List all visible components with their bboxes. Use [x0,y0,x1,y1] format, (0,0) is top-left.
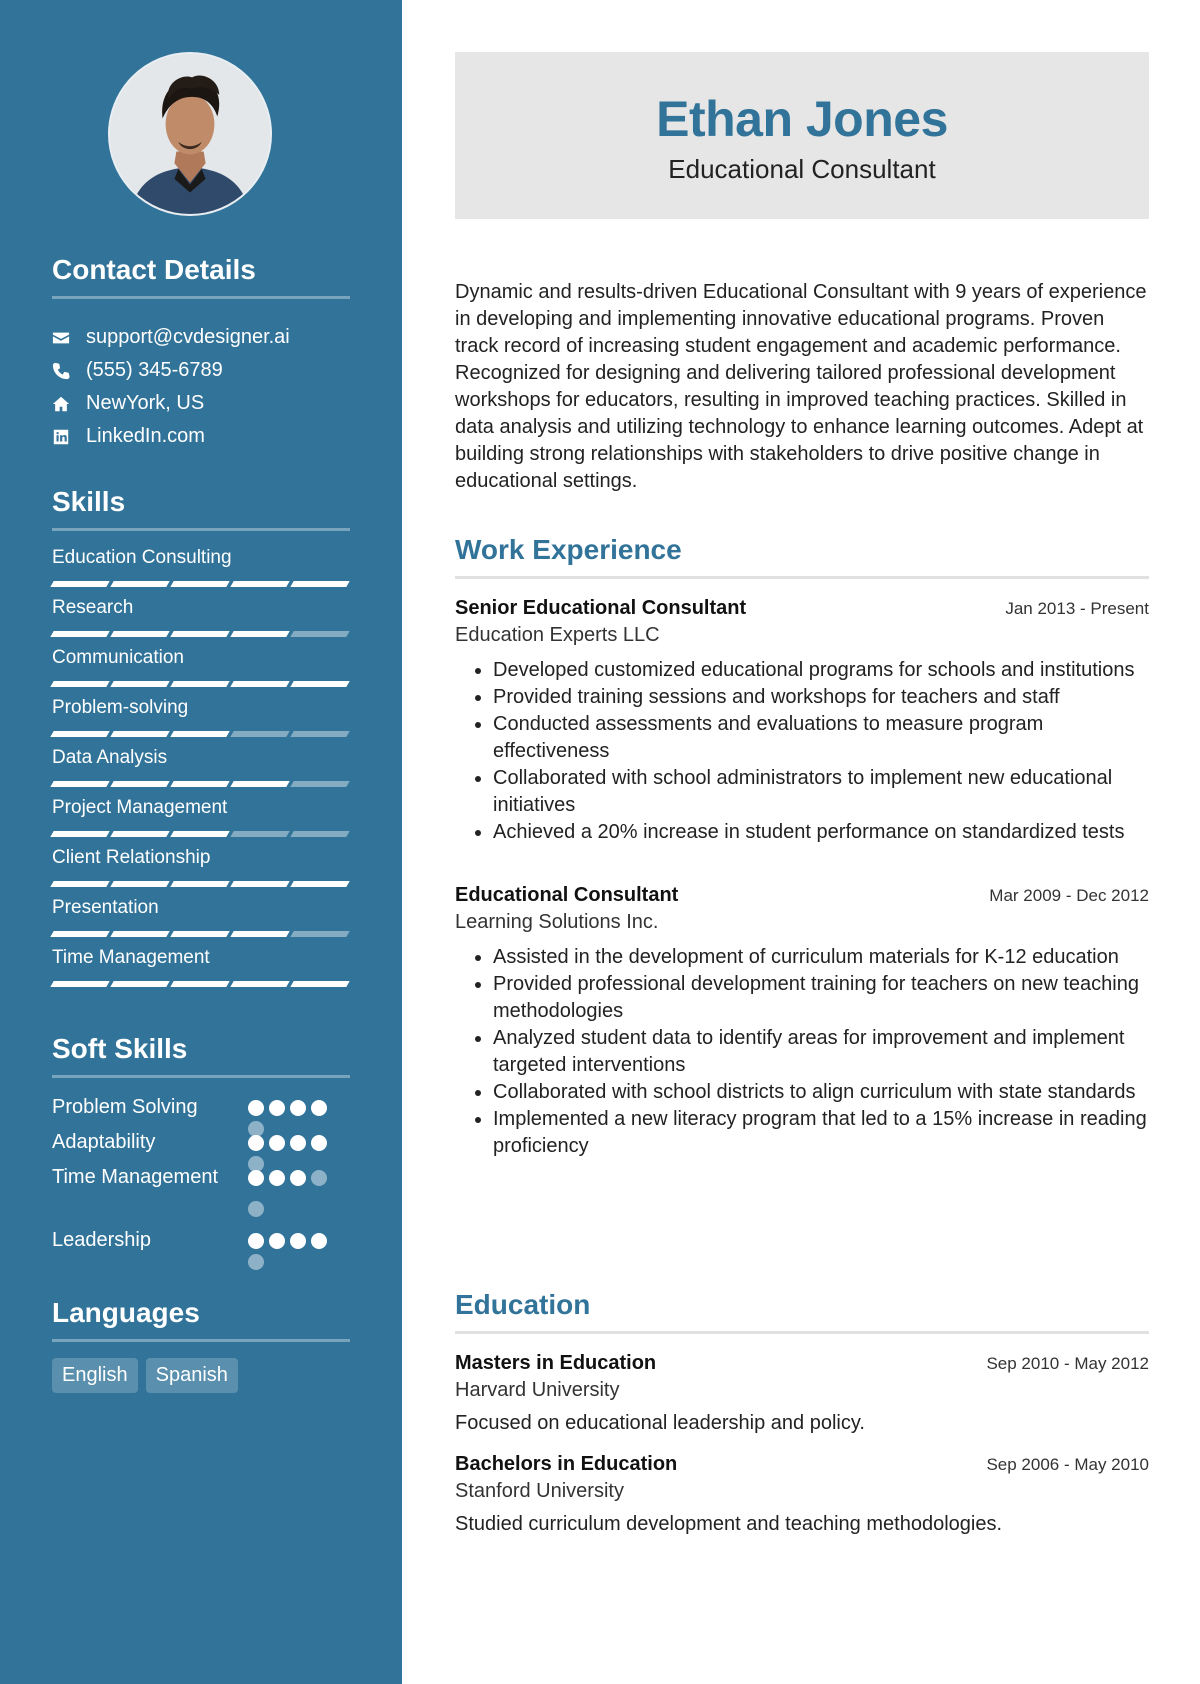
skill-label: Client Relationship [52,847,211,868]
skill-bar-segment [290,631,349,637]
rating-dot [269,1135,285,1151]
skill-bar-segment [230,731,289,737]
job-entry [455,884,1149,1160]
degree-title: Bachelors in Education [455,1453,678,1475]
skill-bar-segment [50,631,109,637]
contact-phone[interactable] [52,354,350,387]
rating-dot [290,1100,306,1116]
skill-bar-segment [290,931,349,937]
education-description: Focused on educational leadership and policy. [455,1412,865,1434]
skill-item [52,793,350,843]
skill-bar-segment [170,581,229,587]
profile-photo [108,52,272,216]
skill-bar-segment [110,981,169,987]
skill-bar-segment [170,881,229,887]
skill-item [52,743,350,793]
skill-level-bar [52,831,350,837]
skill-bar-segment [170,831,229,837]
skill-level-bar [52,981,350,987]
skill-bar-segment [290,581,349,587]
list-item: • Conducted assessments and evaluations to measure program effectiveness [493,711,1149,765]
contact-linkedin-text: LinkedIn.com [86,425,205,447]
rating-dot [248,1254,264,1270]
skill-bar-segment [110,581,169,587]
list-item: • Collaborated with school districts to align curriculum with state standards [493,1079,1149,1106]
education-description: Studied curriculum development and teaching methodologies. [455,1513,1003,1535]
skill-bar-segment [290,981,349,987]
job-bullets [455,657,1149,846]
skill-label: Problem-solving [52,697,189,718]
job-company: Education Experts LLC [455,624,660,646]
list-item: • Achieved a 20% increase in student performance on standardized tests [493,819,1149,846]
skill-label: Communication [52,647,184,668]
contact-location [52,387,350,420]
work-experience-heading: Work Experience [455,534,1149,579]
school-name: Harvard University [455,1379,620,1401]
skill-bar-segment [230,931,289,937]
name-header [455,52,1149,219]
soft-skills-list [52,1094,350,1262]
skill-item [52,843,350,893]
rating-dot [311,1233,327,1249]
education-date: Sep 2006 - May 2010 [986,1455,1149,1474]
job-bullets [455,944,1149,1160]
rating-dot [290,1135,306,1151]
skill-bar-segment [170,631,229,637]
linkedin-icon [52,428,86,446]
skill-bar-segment [230,981,289,987]
list-item: • Assisted in the development of curriculum materials for K-12 education [493,944,1149,971]
skill-item [52,643,350,693]
soft-skill-label: Problem Solving [52,1096,198,1118]
contact-location-text: NewYork, US [86,392,205,414]
rating-dot [290,1170,306,1186]
contact-phone-text: (555) 345-6789 [86,359,223,381]
skill-level-bar [52,931,350,937]
envelope-icon [52,329,86,347]
soft-skill-rating [248,1164,338,1227]
language-chip: Spanish [146,1358,238,1393]
job-date: Jan 2013 - Present [1005,599,1149,618]
work-experience-section [455,534,1149,1160]
soft-skill-item [52,1227,350,1262]
rating-dot [311,1170,327,1186]
rating-dot [269,1100,285,1116]
soft-skill-rating [248,1094,338,1129]
skill-bar-segment [110,931,169,937]
contact-email[interactable] [52,321,350,354]
skill-bar-segment [170,681,229,687]
skill-bar-segment [110,681,169,687]
skill-bar-segment [110,631,169,637]
skills-heading: Skills [52,486,350,531]
list-item: • Provided training sessions and workshops for teachers and staff [493,684,1149,711]
contact-heading: Contact Details [52,254,350,299]
school-name: Stanford University [455,1480,624,1502]
avatar-icon [110,54,270,214]
skill-bar-segment [50,581,109,587]
skill-bar-segment [50,681,109,687]
soft-skill-item [52,1094,350,1129]
education-heading: Education [455,1289,1149,1334]
skill-item [52,943,350,993]
education-date: Sep 2010 - May 2012 [986,1354,1149,1373]
skills-list [52,543,350,993]
rating-dot [311,1135,327,1151]
skill-bar-segment [230,581,289,587]
soft-skills-section [52,1033,350,1262]
skill-level-bar [52,731,350,737]
skill-bar-segment [230,681,289,687]
skill-label: Research [52,597,134,618]
job-title-header: Educational Consultant [668,154,936,184]
skill-bar-segment [110,731,169,737]
language-chip: English [52,1358,138,1393]
skill-label: Data Analysis [52,747,168,768]
rating-dot [248,1201,264,1217]
soft-skill-rating [248,1129,338,1164]
skills-section [52,486,350,993]
education-entry [455,1352,1149,1435]
skill-bar-segment [110,831,169,837]
skill-item [52,693,350,743]
soft-skill-label: Time Management [52,1166,218,1188]
job-title: Senior Educational Consultant [455,597,747,619]
skill-bar-segment [290,881,349,887]
skill-bar-segment [290,831,349,837]
skill-level-bar [52,631,350,637]
skill-item [52,543,350,593]
skill-bar-segment [230,831,289,837]
soft-skill-item [52,1129,350,1164]
soft-skill-item [52,1164,350,1227]
contact-section [52,254,350,453]
full-name: Ethan Jones [656,91,948,147]
skill-label: Presentation [52,897,159,918]
skill-bar-segment [290,781,349,787]
skill-bar-segment [170,931,229,937]
skill-bar-segment [50,831,109,837]
languages-section [52,1297,350,1393]
skill-item [52,593,350,643]
skill-bar-segment [170,781,229,787]
skill-bar-segment [50,781,109,787]
soft-skill-rating [248,1227,338,1262]
list-item: • Provided professional development training for teachers on new teaching methodologies [493,971,1149,1025]
contact-linkedin[interactable] [52,420,350,453]
languages-heading: Languages [52,1297,350,1342]
skill-bar-segment [230,781,289,787]
skill-label: Time Management [52,947,210,968]
home-icon [52,395,86,413]
rating-dot [248,1135,264,1151]
rating-dot [248,1100,264,1116]
profile-summary: Dynamic and results-driven Educational Consultant with 9 years of experience in developing and implementing innovative educational programs. Proven track record of increasing student engagement and academic performance. Recognized for designing and delivering tailored professional development workshops for educators, resulting in improved teaching practices. Skilled in data analysis and utilizing technology to enhance learning outcomes. Adept at building strong relationships with stakeholders to drive positive change in educational settings. [455,281,1147,492]
skill-bar-segment [170,731,229,737]
skill-bar-segment [110,781,169,787]
skill-level-bar [52,881,350,887]
sidebar [0,0,402,1684]
list-item: • Implemented a new literacy program that led to a 15% increase in reading proficiency [493,1106,1149,1160]
degree-title: Masters in Education [455,1352,657,1374]
skill-label: Education Consulting [52,547,232,568]
job-company: Learning Solutions Inc. [455,911,659,933]
list-item: • Developed customized educational programs for schools and institutions [493,657,1149,684]
phone-icon [52,362,86,380]
rating-dot [248,1233,264,1249]
rating-dot [248,1170,264,1186]
skill-item [52,893,350,943]
rating-dot [311,1100,327,1116]
rating-dot [290,1233,306,1249]
list-item: • Analyzed student data to identify areas for improvement and implement targeted interventions [493,1025,1149,1079]
job-date: Mar 2009 - Dec 2012 [989,886,1149,905]
skill-level-bar [52,681,350,687]
list-item: • Collaborated with school administrators to implement new educational initiatives [493,765,1149,819]
soft-skills-heading: Soft Skills [52,1033,350,1078]
skill-label: Project Management [52,797,228,818]
skill-level-bar [52,581,350,587]
skill-bar-segment [290,731,349,737]
skill-bar-segment [230,631,289,637]
soft-skill-label: Leadership [52,1229,151,1251]
contact-email-text: support@cvdesigner.ai [86,326,290,348]
skill-bar-segment [290,681,349,687]
skill-bar-segment [50,981,109,987]
rating-dot [269,1170,285,1186]
soft-skill-label: Adaptability [52,1131,156,1153]
skill-bar-segment [50,881,109,887]
skill-bar-segment [110,881,169,887]
job-title: Educational Consultant [455,884,679,906]
job-entry [455,597,1149,846]
education-entry [455,1453,1149,1536]
rating-dot [269,1233,285,1249]
skill-bar-segment [170,981,229,987]
skill-bar-segment [230,881,289,887]
skill-bar-segment [50,731,109,737]
skill-level-bar [52,781,350,787]
education-section [455,1289,1149,1536]
skill-bar-segment [50,931,109,937]
